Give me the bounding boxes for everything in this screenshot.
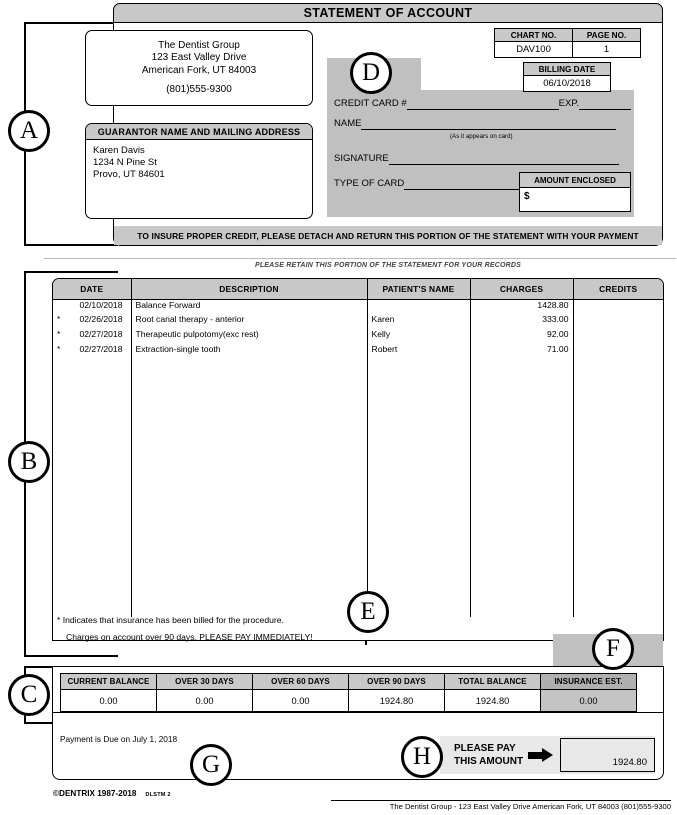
val-over-60-days: 0.00 xyxy=(253,690,349,712)
note-insurance-billed: * Indicates that insurance has been billed for the procedure. xyxy=(57,615,284,625)
cell-empty xyxy=(470,359,573,617)
cell-credits xyxy=(573,344,663,359)
date-value: 02/26/2018 xyxy=(79,314,123,324)
cell-date xyxy=(53,329,131,344)
val-over-90-days: 1924.80 xyxy=(349,690,445,712)
cell-patient: Kelly xyxy=(367,329,470,344)
amount-enclosed-box xyxy=(519,172,631,212)
col-patient-name: PATIENT'S NAME xyxy=(367,279,470,299)
please-pay-band xyxy=(440,736,655,774)
page-no-value: 1 xyxy=(573,42,641,58)
ledger-header-row xyxy=(53,279,663,299)
type-of-card-label: TYPE OF CARD xyxy=(334,178,405,189)
billing-date-value: 06/10/2018 xyxy=(524,76,611,92)
guarantor-name: Karen Davis xyxy=(93,145,145,156)
chart-no-label: CHART NO. xyxy=(495,29,573,42)
callout-f: F xyxy=(592,628,634,670)
table-row xyxy=(53,299,663,314)
credit-card-number-label: CREDIT CARD # xyxy=(334,98,407,109)
cell-credits xyxy=(573,329,663,344)
guarantor-box xyxy=(85,123,313,219)
retain-divider xyxy=(44,258,676,259)
date-value: 02/10/2018 xyxy=(79,299,123,310)
cell-patient: Robert xyxy=(367,344,470,359)
table-row xyxy=(53,344,663,359)
cell-date xyxy=(53,314,131,329)
val-insurance-est: 0.00 xyxy=(541,690,637,712)
amount-enclosed-label: AMOUNT ENCLOSED xyxy=(520,173,630,188)
col-insurance-est: INSURANCE EST. xyxy=(541,674,637,690)
practice-phone: (801)555-9300 xyxy=(166,84,232,95)
aging-summary-table xyxy=(60,673,637,712)
please-pay-label xyxy=(454,742,523,768)
name-as-appears-note: (As it appears on card) xyxy=(450,133,513,140)
form-code: DLSTM 2 xyxy=(145,792,171,798)
date-value: 02/27/2018 xyxy=(79,329,123,339)
col-date: DATE xyxy=(53,279,131,299)
callout-b: B xyxy=(8,441,50,483)
detach-notice: TO INSURE PROPER CREDIT, PLEASE DETACH AND RETURN THIS PORTION OF THE STATEMENT WITH YOUR PAYMENT xyxy=(114,226,662,245)
ledger-table xyxy=(53,279,663,617)
cell-empty xyxy=(53,359,131,617)
cell-description: Therapeutic pulpotomy(exc rest) xyxy=(131,329,367,344)
note-overdue: Charges on account over 90 days. PLEASE PAY IMMEDIATELY! xyxy=(66,632,313,642)
callout-h: H xyxy=(401,736,443,778)
guarantor-street: 1234 N Pine St xyxy=(93,157,157,168)
billing-date-table xyxy=(523,62,611,92)
please-pay-line2: THIS AMOUNT xyxy=(454,756,524,767)
callout-g: G xyxy=(190,744,232,786)
copyright-line xyxy=(53,789,171,798)
cell-description: Balance Forward xyxy=(131,299,367,314)
cell-charges: 333.00 xyxy=(470,314,573,329)
insurance-star: * xyxy=(57,344,61,354)
aging-value-row xyxy=(61,690,637,712)
please-pay-line1: PLEASE PAY xyxy=(454,743,516,754)
col-over-30-days: OVER 30 DAYS xyxy=(157,674,253,690)
insurance-star: * xyxy=(57,314,61,324)
footer-divider xyxy=(331,800,671,801)
val-over-30-days: 0.00 xyxy=(157,690,253,712)
col-over-60-days: OVER 60 DAYS xyxy=(253,674,349,690)
practice-info-box xyxy=(85,30,313,106)
table-row xyxy=(53,329,663,344)
pay-amount-value: 1924.80 xyxy=(612,757,647,768)
signature-label: SIGNATURE xyxy=(334,153,389,164)
col-current-balance: CURRENT BALANCE xyxy=(61,674,157,690)
col-credits: CREDITS xyxy=(573,279,663,299)
col-charges: CHARGES xyxy=(470,279,573,299)
cardholder-name-row xyxy=(334,118,616,130)
ledger-notes xyxy=(57,612,313,646)
copyright-text: ©DENTRIX 1987-2018 xyxy=(53,789,137,798)
cell-credits xyxy=(573,299,663,314)
cell-charges: 71.00 xyxy=(470,344,573,359)
practice-street: 123 East Valley Drive xyxy=(151,52,247,63)
type-of-card-row xyxy=(334,178,522,190)
chart-no-value: DAV100 xyxy=(495,42,573,58)
amount-enclosed-value[interactable]: $ xyxy=(524,191,530,202)
callout-e: E xyxy=(347,591,389,633)
pay-amount-box xyxy=(560,738,655,772)
table-row-empty xyxy=(53,359,663,617)
cell-empty xyxy=(367,359,470,617)
footer-address-line: The Dentist Group - 123 East Valley Drive American Fork, UT 84003 (801)555-9300 xyxy=(389,802,671,811)
callout-d: D xyxy=(350,52,392,94)
col-total-balance: TOTAL BALANCE xyxy=(445,674,541,690)
cell-date xyxy=(53,299,131,314)
guarantor-address xyxy=(86,140,312,181)
practice-name: The Dentist Group xyxy=(158,39,240,51)
cell-empty xyxy=(573,359,663,617)
col-description: DESCRIPTION xyxy=(131,279,367,299)
guarantor-city-state-zip: Provo, UT 84601 xyxy=(93,169,165,180)
cell-patient xyxy=(367,299,470,314)
table-row xyxy=(53,314,663,329)
credit-card-exp-label: EXP. xyxy=(558,98,580,109)
cell-charges: 1428.80 xyxy=(470,299,573,314)
cell-patient: Karen xyxy=(367,314,470,329)
right-arrow-icon xyxy=(528,748,554,762)
date-value: 02/27/2018 xyxy=(79,344,123,354)
cell-description: Extraction-single tooth xyxy=(131,344,367,359)
credit-card-number-row xyxy=(334,98,631,110)
insurance-star: * xyxy=(57,329,61,339)
ledger-panel xyxy=(52,278,664,641)
val-total-balance: 1924.80 xyxy=(445,690,541,712)
practice-city-state-zip: American Fork, UT 84003 xyxy=(141,64,257,76)
val-current-balance: 0.00 xyxy=(61,690,157,712)
guarantor-header: GUARANTOR NAME AND MAILING ADDRESS xyxy=(86,124,312,140)
cell-charges: 92.00 xyxy=(470,329,573,344)
callout-c: C xyxy=(8,674,50,716)
callout-a: A xyxy=(8,110,50,152)
cell-date xyxy=(53,344,131,359)
billing-date-label: BILLING DATE xyxy=(524,63,611,76)
page-title: STATEMENT OF ACCOUNT xyxy=(113,3,663,23)
retain-notice: PLEASE RETAIN THIS PORTION OF THE STATEMENT FOR YOUR RECORDS xyxy=(254,262,522,269)
signature-row xyxy=(334,153,619,165)
payment-due-text: Payment is Due on July 1, 2018 xyxy=(60,734,178,744)
page-no-label: PAGE NO. xyxy=(573,29,641,42)
cell-description: Root canal therapy - anterior xyxy=(131,314,367,329)
cell-credits xyxy=(573,314,663,329)
cardholder-name-label: NAME xyxy=(334,118,362,129)
cell-empty xyxy=(131,359,367,617)
chart-page-table xyxy=(494,28,641,58)
col-over-90-days: OVER 90 DAYS xyxy=(349,674,445,690)
aging-header-row xyxy=(61,674,637,690)
